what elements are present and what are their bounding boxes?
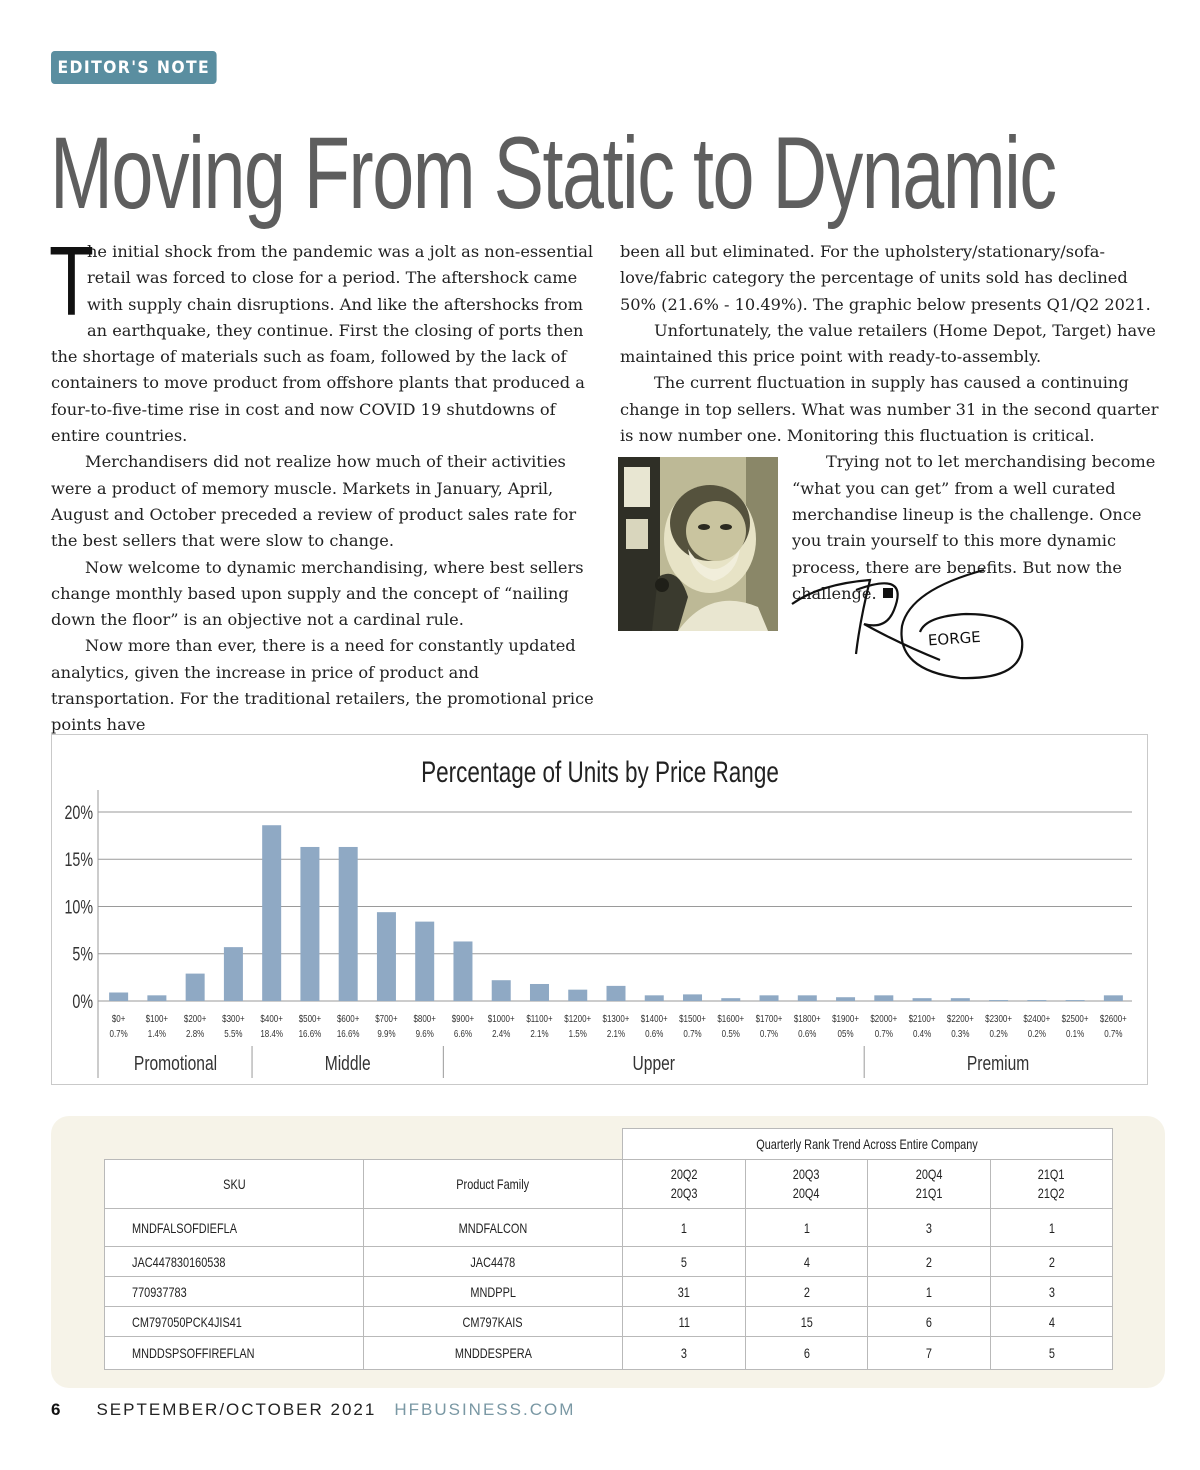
x-tick-label: $700+ [375, 1013, 398, 1025]
table-group-header: Quarterly Rank Trend Across Entire Company [623, 1129, 1113, 1160]
page-footer [51, 1400, 575, 1420]
data-label: 0.7% [683, 1028, 702, 1040]
x-tick-label: $1000+ [487, 1013, 515, 1025]
data-label: 9.6% [415, 1028, 434, 1040]
x-tick-label: $1400+ [640, 1013, 668, 1025]
x-tick-label: $2200+ [946, 1013, 974, 1025]
paragraph-6: Unfortunately, the value retailers (Home Depot, Target) have maintained this price point with ready-to-assembly. [620, 320, 1156, 367]
y-tick-label: 15% [64, 849, 94, 871]
group-label: Middle [324, 1052, 371, 1075]
article-column-left [49, 226, 599, 739]
x-tick-label: $2000+ [870, 1013, 898, 1025]
x-tick-label: $2600+ [1099, 1013, 1127, 1025]
data-label: 5.5% [224, 1028, 243, 1040]
x-tick-label: $600+ [336, 1013, 360, 1025]
issue-date: SEPTEMBER/OCTOBER 2021 [96, 1400, 377, 1419]
table-row: CM797050PCK4JIS41 CM797KAIS 11 15 6 4 [105, 1307, 1113, 1337]
x-tick-label: $2300+ [985, 1013, 1013, 1025]
x-tick-label: $1300+ [602, 1013, 630, 1025]
table-group-header-row [105, 1129, 1113, 1160]
column-header-quarter: 20Q3 20Q4 [746, 1160, 868, 1209]
data-label: 0.7% [874, 1028, 893, 1040]
paragraph-4: Now more than ever, there is a need for constantly updated analytics, given the increase in price of product and transportation. For the traditional retailers, the promotional price points have [51, 636, 594, 735]
x-tick-label: $1100+ [526, 1013, 553, 1025]
x-tick-label: $1900+ [832, 1013, 860, 1025]
rank-trend-table [104, 1128, 1113, 1370]
paragraph-8-text: Trying not to let merchandising become “what you can get” from a well curated merchandise lineup is the challenge. Once you train yourself to this more dynamic process, there are benefits. But now the challenge. [792, 452, 1156, 603]
data-label: 0.1% [1066, 1028, 1085, 1040]
table-header-row [105, 1160, 1113, 1209]
y-tick-label: 0% [72, 991, 94, 1013]
page-number: 6 [51, 1400, 63, 1419]
paragraph-7: The current fluctuation in supply has caused a continuing change in top sellers. What was number 31 in the second quarter is now number one. Monitoring this fluctuation is critical. [620, 373, 1159, 446]
data-label: 2.1% [606, 1028, 626, 1040]
x-tick-label: $200+ [183, 1013, 207, 1025]
website-link[interactable]: HFBUSINESS.COM [394, 1400, 576, 1419]
data-label: 1.4% [147, 1028, 166, 1040]
x-tick-label: $900+ [451, 1013, 475, 1025]
column-header-quarter: 20Q2 20Q3 [623, 1160, 746, 1209]
paragraph-1 [49, 226, 599, 449]
x-tick-label: $300+ [222, 1013, 245, 1025]
x-tick-label: $1800+ [793, 1013, 821, 1025]
data-label: 0.5% [721, 1028, 740, 1040]
author-photo [618, 457, 778, 631]
data-label: 2.4% [492, 1028, 511, 1040]
column-header-sku: SKU [105, 1160, 364, 1209]
column-header-family: Product Family [364, 1160, 623, 1209]
table-row: MNDFALSOFDIEFLA MNDFALCON 1 1 3 1 [105, 1209, 1113, 1247]
section-tag: EDITOR'S NOTE [51, 51, 217, 84]
paragraph-1-text: he initial shock from the pandemic was a jolt as non-essential retail was forced to close for a period. The aftershock came with supply chain disruptions. And like the aftershocks from an earthquake, they continue. First the closing of ports then the shortage of materials such as foam, followed by the lack of containers to move product from offshore plants that produced a four-to-five-time rise in cost and now COVID 19 shutdowns of entire countries. [51, 242, 594, 446]
data-label: 0.2% [1027, 1028, 1046, 1040]
x-tick-label: $100+ [145, 1013, 169, 1025]
x-tick-label: $1200+ [564, 1013, 592, 1025]
x-tick-label: $2500+ [1061, 1013, 1089, 1025]
group-label: Upper [632, 1052, 675, 1075]
paragraph-5: been all but eliminated. For the upholstery/stationary/sofa-love/fabric category the percentage of units sold has declined 50% (21.6% - 10.49%). The graphic below presents Q1/Q2 2021. [620, 242, 1151, 314]
table-row: 770937783 MNDPPL 31 2 1 3 [105, 1277, 1113, 1307]
data-label: 0.7% [759, 1028, 779, 1040]
group-label: Premium [966, 1052, 1030, 1075]
data-label: 0.6% [798, 1028, 817, 1040]
y-tick-label: 10% [64, 896, 94, 919]
x-tick-label: $1600+ [717, 1013, 745, 1025]
drop-cap: T [49, 226, 94, 336]
x-tick-label: $1700+ [755, 1013, 783, 1025]
group-label: Promotional [133, 1052, 218, 1075]
x-tick-label: $2100+ [908, 1013, 936, 1025]
y-tick-label: 5% [72, 943, 94, 966]
table-row: MNDDSPSOFFIREFLAN MNDDESPERA 3 6 7 5 [105, 1337, 1113, 1370]
data-label: 6.6% [453, 1028, 473, 1040]
data-label: 16.6% [336, 1028, 360, 1040]
author-signature [790, 560, 1030, 690]
table-row: JAC447830160538 JAC4478 5 4 2 2 [105, 1247, 1113, 1277]
data-label: 18.4% [260, 1028, 283, 1040]
x-tick-label: $1500+ [679, 1013, 706, 1025]
column-header-quarter: 20Q4 21Q1 [868, 1160, 991, 1209]
data-label: 0.7% [1104, 1028, 1123, 1040]
data-label: 2.1% [530, 1028, 549, 1040]
data-label: 16.6% [298, 1028, 322, 1040]
data-label: 0.4% [912, 1028, 932, 1040]
data-label: 0.2% [989, 1028, 1008, 1040]
headline: Moving From Static to Dynamic [50, 116, 1056, 230]
x-tick-label: $2400+ [1023, 1013, 1051, 1025]
paragraph-3: Now welcome to dynamic merchandising, where best sellers change monthly based upon supply and the concept of “nailing down the floor” is an objective not a cardinal rule. [51, 557, 584, 630]
y-tick-label: 20% [64, 802, 94, 824]
x-tick-label: $400+ [260, 1013, 283, 1025]
x-tick-label: $800+ [413, 1013, 436, 1025]
data-label: 9.9% [377, 1028, 396, 1040]
data-label: 0.3% [951, 1028, 970, 1040]
chart-title: Percentage of Units by Price Range [421, 756, 779, 789]
x-tick-label: $0+ [111, 1013, 126, 1025]
data-label: 2.8% [186, 1028, 205, 1040]
data-label: 0.7% [109, 1028, 128, 1040]
data-label: 0.6% [645, 1028, 664, 1040]
svg-text:EORGE: EORGE [927, 627, 982, 650]
column-header-quarter: 21Q1 21Q2 [991, 1160, 1113, 1209]
data-label: 05% [837, 1028, 854, 1040]
x-tick-label: $500+ [298, 1013, 322, 1025]
paragraph-2: Merchandisers did not realize how much of their activities were a product of memory muscle. Markets in January, April, August and October preceded a review of product sales rate for the best sellers that were slow to change. [51, 452, 577, 551]
data-label: 1.5% [568, 1028, 587, 1040]
